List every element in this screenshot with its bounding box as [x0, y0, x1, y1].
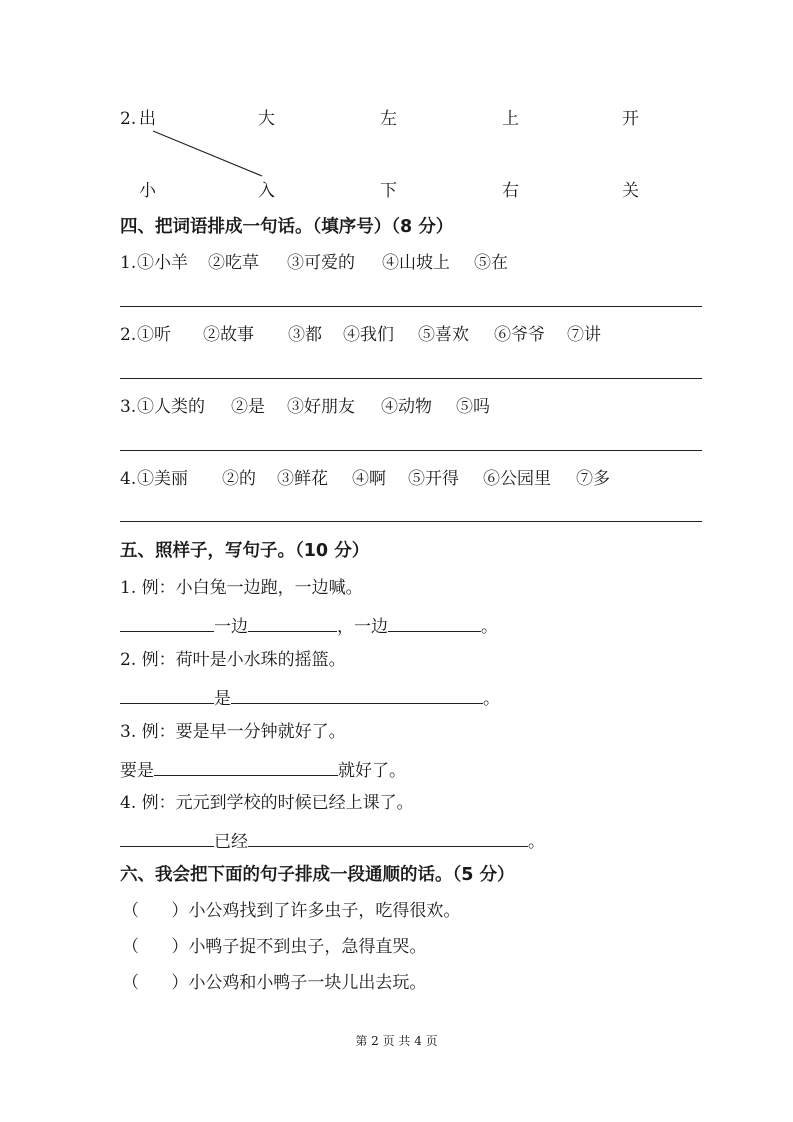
- blank-field[interactable]: [120, 613, 214, 632]
- blank-field[interactable]: [388, 613, 481, 632]
- word-option: ⑤开得: [408, 469, 459, 489]
- fill-word: 就好了。: [338, 761, 406, 781]
- match-bottom-word[interactable]: 下: [380, 181, 397, 201]
- example-sentence: 1. 例：小白兔一边跑，一边喊。: [120, 578, 363, 598]
- item-number: 1.: [120, 253, 137, 273]
- order-text: 小鸭子捉不到虫子，急得直哭。: [188, 937, 427, 957]
- word-option: ⑥公园里: [483, 469, 551, 489]
- section4-heading: 四、把词语排成一句话。（填序号）（8 分）: [120, 217, 454, 237]
- match-number: 2.: [120, 109, 137, 129]
- blank-field[interactable]: [120, 685, 214, 704]
- word-option: ③好朋友: [287, 397, 355, 417]
- word-option: ④山坡上: [382, 253, 450, 273]
- word-option: ④啊: [352, 469, 386, 489]
- word-option: ①听: [137, 325, 171, 345]
- word-option: ④动物: [381, 397, 432, 417]
- order-item: [122, 900, 460, 922]
- blank-field[interactable]: [248, 613, 337, 632]
- section5-heading: 五、照样子，写句子。（10 分）: [120, 541, 370, 561]
- word-option: ①美丽: [137, 469, 188, 489]
- word-option: ②的: [222, 469, 256, 489]
- order-text: 小公鸡找到了许多虫子，吃得很欢。: [188, 901, 461, 921]
- order-paren[interactable]: （ ）: [122, 973, 189, 993]
- word-option: ③鲜花: [277, 469, 328, 489]
- fill-word: 。: [528, 832, 545, 852]
- order-paren[interactable]: （ ）: [122, 937, 189, 957]
- blank-field[interactable]: [120, 828, 214, 847]
- order-paren[interactable]: （ ）: [122, 901, 189, 921]
- match-bottom-word[interactable]: 小: [139, 181, 156, 201]
- word-option: ③可爱的: [287, 253, 355, 273]
- section6-heading: 六、我会把下面的句子排成一段通顺的话。（5 分）: [120, 865, 515, 885]
- example-sentence: 4. 例：元元到学校的时候已经上课了。: [120, 793, 414, 813]
- answer-line[interactable]: [120, 306, 702, 307]
- word-option: ①小羊: [137, 253, 188, 273]
- match-top-word[interactable]: 出: [139, 109, 156, 129]
- order-item: [122, 936, 426, 958]
- order-text: 小公鸡和小鸭子一块儿出去玩。: [188, 973, 427, 993]
- answer-line[interactable]: [120, 450, 702, 451]
- word-option: ⑤吗: [456, 397, 490, 417]
- fill-word: 一边: [214, 617, 248, 637]
- word-option: ⑤在: [474, 253, 508, 273]
- blank-field[interactable]: [248, 828, 528, 847]
- word-option: ②故事: [203, 325, 254, 345]
- fill-word: 是: [214, 689, 231, 709]
- fill-word: 。: [481, 617, 498, 637]
- word-option: ④我们: [343, 325, 394, 345]
- fill-sentence-2: [120, 685, 500, 710]
- word-option: ⑦讲: [567, 325, 601, 345]
- fill-word: 要是: [120, 761, 154, 781]
- fill-sentence-3: [120, 757, 406, 782]
- blank-field[interactable]: [231, 685, 483, 704]
- example-sentence: 2. 例：荷叶是小水珠的摇篮。: [120, 650, 346, 670]
- word-option: ⑦多: [576, 469, 610, 489]
- fill-sentence-1: [120, 613, 498, 638]
- match-bottom-word[interactable]: 入: [258, 181, 275, 201]
- answer-line[interactable]: [120, 521, 702, 522]
- match-bottom-word[interactable]: 右: [502, 181, 519, 201]
- item-number: 2.: [120, 325, 137, 345]
- fill-sentence-4: [120, 828, 545, 853]
- fill-word: ，一边: [337, 617, 388, 637]
- match-top-word[interactable]: 开: [622, 109, 639, 129]
- match-top-word[interactable]: 大: [258, 109, 275, 129]
- match-bottom-word[interactable]: 关: [622, 181, 639, 201]
- word-option: ②是: [231, 397, 265, 417]
- word-option: ⑤喜欢: [418, 325, 469, 345]
- page-footer: 第 2 页 共 4 页: [355, 1034, 438, 1048]
- fill-word: 已经: [214, 832, 248, 852]
- answer-line[interactable]: [120, 378, 702, 379]
- match-top-word[interactable]: 左: [380, 109, 397, 129]
- match-top-word[interactable]: 上: [502, 109, 519, 129]
- word-option: ⑥爷爷: [494, 325, 545, 345]
- example-sentence: 3. 例：要是早一分钟就好了。: [120, 722, 346, 742]
- word-option: ②吃草: [208, 253, 259, 273]
- word-option: ③都: [288, 325, 322, 345]
- fill-word: 。: [483, 689, 500, 709]
- order-item: [122, 972, 426, 994]
- blank-field[interactable]: [154, 757, 338, 776]
- item-number: 4.: [120, 469, 137, 489]
- item-number: 3.: [120, 397, 137, 417]
- word-option: ①人类的: [137, 397, 205, 417]
